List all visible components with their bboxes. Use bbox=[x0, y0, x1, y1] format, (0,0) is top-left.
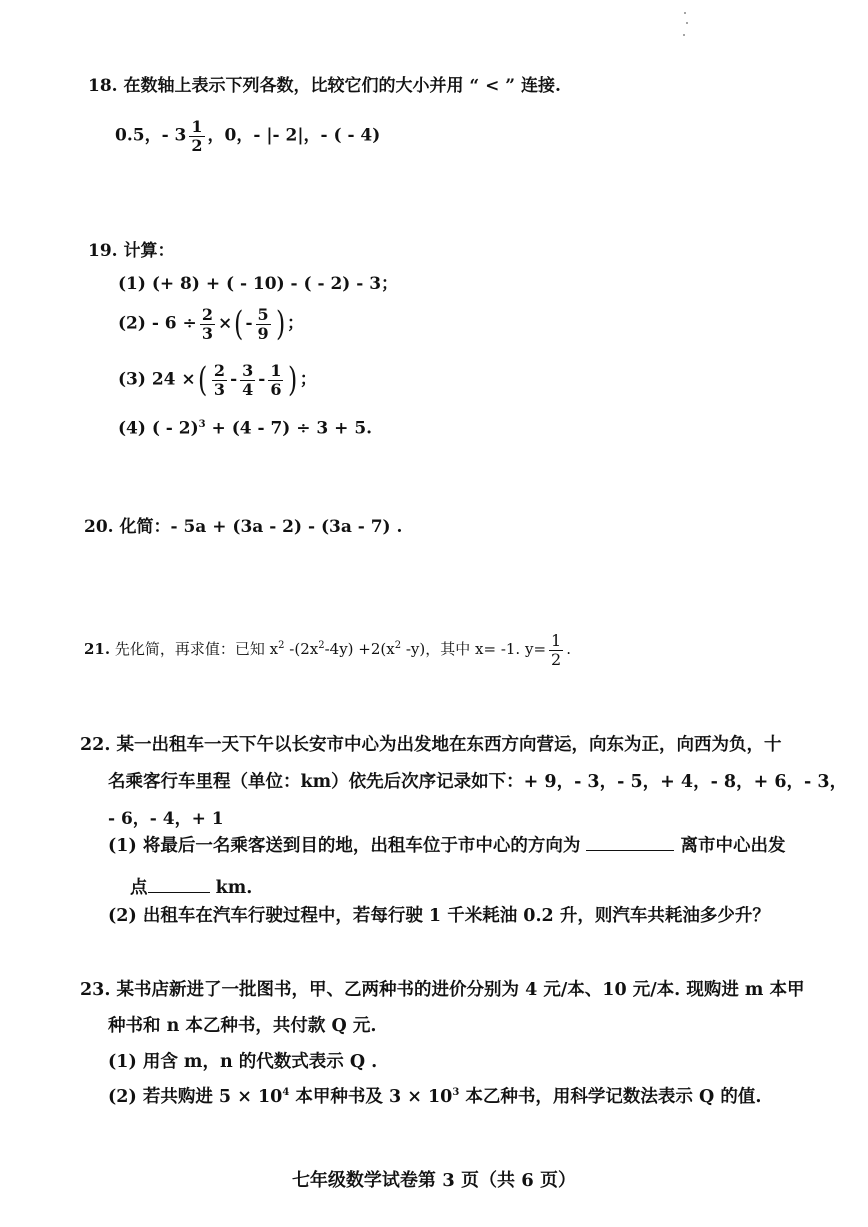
q19-part3-minus2: - bbox=[258, 369, 266, 390]
scan-speck bbox=[684, 12, 686, 14]
left-paren: ( bbox=[197, 360, 207, 401]
q22-line1 bbox=[80, 737, 782, 755]
q22-part2 bbox=[108, 908, 770, 926]
q22-line3 bbox=[108, 811, 224, 828]
q19-part2 bbox=[118, 304, 304, 345]
q19-part4-b: + (4 - 7) ÷ 3 + 5. bbox=[205, 418, 373, 439]
q23-exp2: 3 bbox=[452, 1087, 460, 1098]
q19-part2-end: ； bbox=[286, 313, 304, 334]
frac-numerator: 1 bbox=[551, 631, 562, 650]
q19-part3-frac3 bbox=[268, 362, 283, 398]
q22-part1 bbox=[108, 836, 786, 856]
q19-part2-minus: - bbox=[245, 313, 253, 334]
q19-part3-frac1 bbox=[212, 362, 227, 398]
q20-text: 化简：- 5a + (3a - 2) - (3a - 7) . bbox=[119, 517, 403, 537]
q21-number: 21. bbox=[84, 640, 111, 659]
q19-part3 bbox=[118, 360, 317, 401]
q23-part2-b: 本甲种书及 3 × 10 bbox=[289, 1086, 453, 1107]
frac-numerator: 3 bbox=[242, 361, 254, 380]
q21-text-c: -4y) +2(x bbox=[324, 640, 395, 659]
page-footer: 七年级数学试卷第 3 页（共 6 页） bbox=[291, 1170, 577, 1191]
q18-text: 在数轴上表示下列各数，比较它们的大小并用 “ < ” 连接. bbox=[123, 76, 561, 96]
answer-blank-direction[interactable] bbox=[586, 836, 674, 851]
q19-part2-frac2 bbox=[256, 306, 271, 342]
q19-prompt bbox=[88, 243, 175, 260]
q23-line1-text: 某书店新进了一批图书，甲、乙两种书的进价分别为 4 元/本、10 元/本. 现购进 m 本甲 bbox=[116, 980, 805, 1000]
q21-text-a: 先化简，再求值：已知 x bbox=[114, 640, 279, 659]
q18-values-b: ，0，- |- 2|，- ( - 4) bbox=[207, 125, 381, 146]
q21-text-d: -y)，其中 x= -1. y= bbox=[401, 640, 547, 659]
q23-part2-c: 本乙种书，用科学记数法表示 Q 的值. bbox=[459, 1086, 762, 1107]
q22-number: 22. bbox=[80, 735, 111, 755]
frac-numerator: 5 bbox=[257, 305, 269, 324]
frac-numerator: 2 bbox=[201, 305, 213, 324]
q19-part3-end: ； bbox=[299, 369, 317, 390]
q19-text: 计算： bbox=[123, 241, 175, 261]
q23-part2-a: (2) 若共购进 5 × 10 bbox=[108, 1086, 283, 1107]
q20-number: 20. bbox=[84, 517, 114, 537]
q19-part1 bbox=[118, 276, 398, 293]
scan-speck bbox=[686, 22, 688, 24]
q22-part1-b: 离市中心出发 bbox=[680, 836, 786, 856]
frac-denominator: 3 bbox=[213, 379, 226, 399]
frac-denominator: 6 bbox=[270, 379, 282, 399]
q21-exp2: 2 bbox=[318, 640, 325, 652]
q22-part2-text: (2) 出租车在汽车行驶过程中，若每行驶 1 千米耗油 0.2 升，则汽车共耗油多少升？ bbox=[108, 906, 770, 926]
q19-part4 bbox=[118, 420, 372, 438]
q22-line3-text: - 6，- 4，+ 1 bbox=[108, 809, 224, 829]
q19-part2-a: (2) - 6 ÷ bbox=[118, 313, 197, 334]
q22-line1-text: 某一出租车一天下午以长安市中心为出发地在东西方向营运，向东为正，向西为负，十 bbox=[116, 735, 782, 755]
q20-prompt bbox=[84, 519, 402, 536]
right-paren: ) bbox=[288, 360, 298, 401]
q22-part1-cont bbox=[130, 878, 252, 898]
q23-number: 23. bbox=[80, 980, 111, 1000]
q21-prompt bbox=[84, 632, 571, 668]
q21-text-e: . bbox=[566, 640, 571, 659]
frac-numerator: 2 bbox=[213, 361, 226, 380]
q22-part1-c: 点 bbox=[130, 878, 148, 898]
q19-part2-times: × bbox=[217, 313, 233, 334]
q18-fraction bbox=[189, 118, 204, 154]
q19-part3-minus1: - bbox=[230, 369, 238, 390]
q18-values-a: 0.5，- 3 bbox=[115, 125, 187, 146]
q19-part1-text: (1) (+ 8) + ( - 10) - ( - 2) - 3； bbox=[118, 274, 399, 294]
left-paren: ( bbox=[234, 304, 244, 345]
q23-part1-text: (1) 用含 m，n 的代数式表示 Q . bbox=[108, 1052, 378, 1072]
q23-exp1: 4 bbox=[282, 1087, 290, 1098]
frac-numerator: 1 bbox=[270, 361, 282, 380]
frac-numerator: 1 bbox=[191, 117, 203, 136]
q23-line2-text: 种书和 n 本乙种书，共付款 Q 元. bbox=[108, 1016, 377, 1036]
q18-prompt bbox=[88, 78, 561, 95]
q23-part2 bbox=[108, 1088, 761, 1106]
frac-denominator: 2 bbox=[191, 135, 203, 155]
q22-part1-a: (1) 将最后一名乘客送到目的地，出租车位于市中心的方向为 bbox=[108, 836, 581, 856]
q21-exp1: 2 bbox=[278, 640, 285, 652]
q22-line2-text: 名乘客行车里程（单位：km）依先后次序记录如下：+ 9，- 3，- 5，+ 4，- 8，+ 6，- 3， bbox=[108, 772, 848, 792]
q23-line2 bbox=[108, 1018, 376, 1036]
q19-number: 19. bbox=[88, 241, 118, 261]
q22-part1-d: km. bbox=[215, 878, 253, 898]
frac-denominator: 3 bbox=[201, 323, 213, 343]
q19-part4-a: (4) ( - 2) bbox=[118, 418, 199, 439]
q18-number: 18. bbox=[88, 76, 118, 96]
frac-denominator: 9 bbox=[257, 323, 269, 343]
answer-blank-distance[interactable] bbox=[148, 878, 210, 893]
right-paren: ) bbox=[275, 304, 285, 345]
q23-line1 bbox=[80, 982, 805, 1000]
q22-line2 bbox=[108, 774, 847, 792]
q21-fraction bbox=[549, 632, 563, 668]
q19-part2-frac1 bbox=[200, 306, 215, 342]
frac-denominator: 2 bbox=[551, 649, 562, 669]
frac-denominator: 4 bbox=[242, 379, 254, 399]
q19-part4-exponent: 3 bbox=[198, 419, 206, 430]
q21-text-b: -(2x bbox=[284, 640, 319, 659]
q19-part3-a: (3) 24 × bbox=[118, 369, 196, 390]
q19-part3-frac2 bbox=[240, 362, 255, 398]
q21-exp3: 2 bbox=[394, 640, 402, 652]
scan-speck bbox=[683, 34, 685, 36]
q18-values bbox=[115, 118, 380, 154]
q23-part1 bbox=[108, 1054, 377, 1072]
